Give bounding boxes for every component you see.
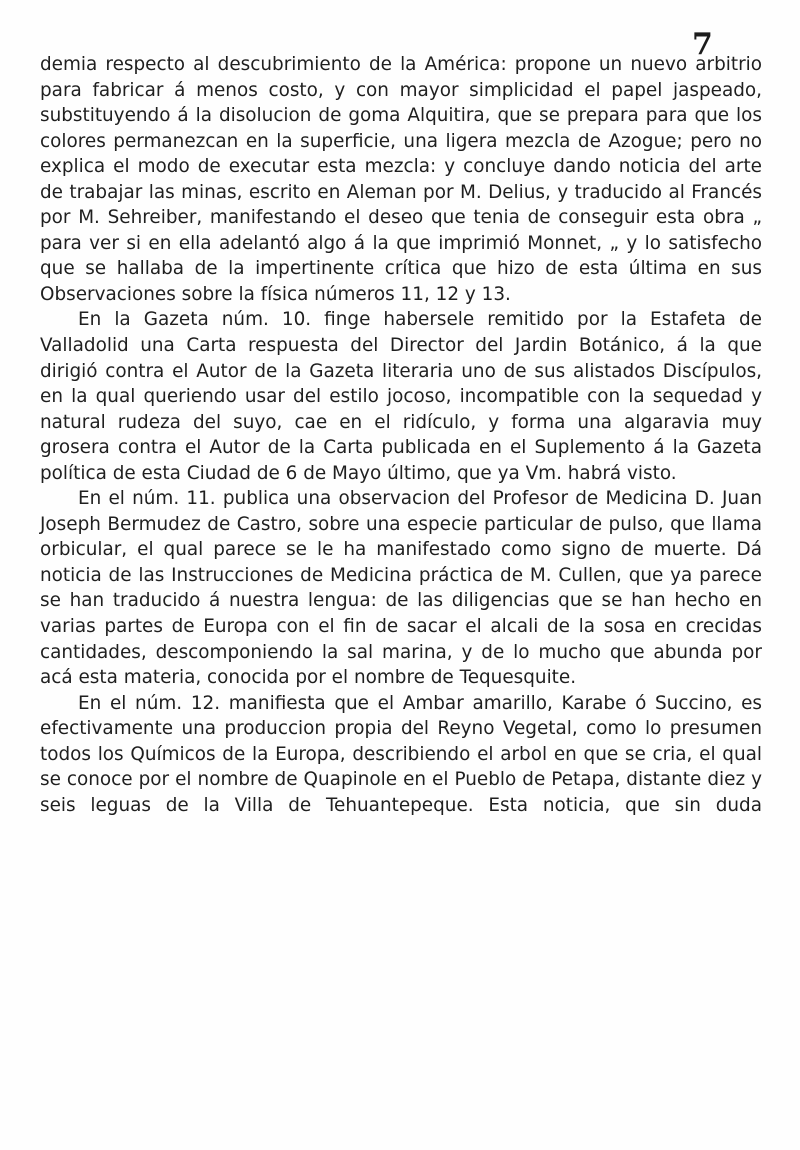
- body-text: [40, 52, 762, 818]
- paragraph-1: demia respecto al descubrimiento de la América: propone un nuevo arbitrio para fabricar á menos costo, y con mayor simplicidad el papel jaspeado, substituyendo á la disolucion de goma Alquitira, que se prepara para que los colores permanezcan en la superficie, una ligera mezcla de Azogue; pero no explica el modo de executar esta mezcla: y concluye dando noticia del arte de trabajar las minas, escrito en Aleman por M. Delius, y traducido al Francés por M. Sehreiber, manifestando el deseo que tenia de conseguir esta obra „ para ver si en ella adelantó algo á la que imprimió Monnet, „ y lo satisfecho que se hallaba de la impertinente crítica que hizo de esta última en sus Observaciones sobre la física números 11, 12 y 13.: [40, 54, 762, 305]
- paragraph-4: En el núm. 12. manifiesta que el Ambar amarillo, Karabe ó Succino, es efectivamente una produccion propia del Reyno Vegetal, como lo presumen todos los Químicos de la Europa, describiendo el arbol en que se cria, el qual se conoce por el nombre de Quapinole en el Pueblo de Petapa, distante diez y seis leguas de la Villa de Tehuantepeque. Esta noticia, que sin duda: [40, 692, 762, 816]
- paragraph-2: En la Gazeta núm. 10. finge habersele remitido por la Estafeta de Valladolid una Carta respuesta del Director del Jardin Botánico, á la que dirigió contra el Autor de la Gazeta literaria uno de sus alistados Discípulos, en la qual queriendo usar del estilo jocoso, incompatible con la sequedad y natural rudeza del suyo, cae en el ridículo, y forma una algaravia muy grosera contra el Autor de la Carta publicada en el Suplemento á la Gazeta política de esta Ciudad de 6 de Mayo último, que ya Vm. habrá visto.: [40, 309, 762, 484]
- page-number: 7: [692, 27, 713, 62]
- paragraph-3: En el núm. 11. publica una observacion del Profesor de Medicina D. Juan Joseph Bermudez de Castro, sobre una especie particular de pulso, que llama orbicular, el qual parece se le ha manifestado como signo de muerte. Dá noticia de las Instrucciones de Medicina práctica de M. Cullen, que ya parece se han traducido á nuestra lengua: de las diligencias que se han hecho en varias partes de Europa con el fin de sacar el alcali de la sosa en crecidas cantidades, descomponiendo la sal marina, y de lo mucho que abunda por acá esta materia, conocida por el nombre de Tequesquite.: [40, 488, 762, 689]
